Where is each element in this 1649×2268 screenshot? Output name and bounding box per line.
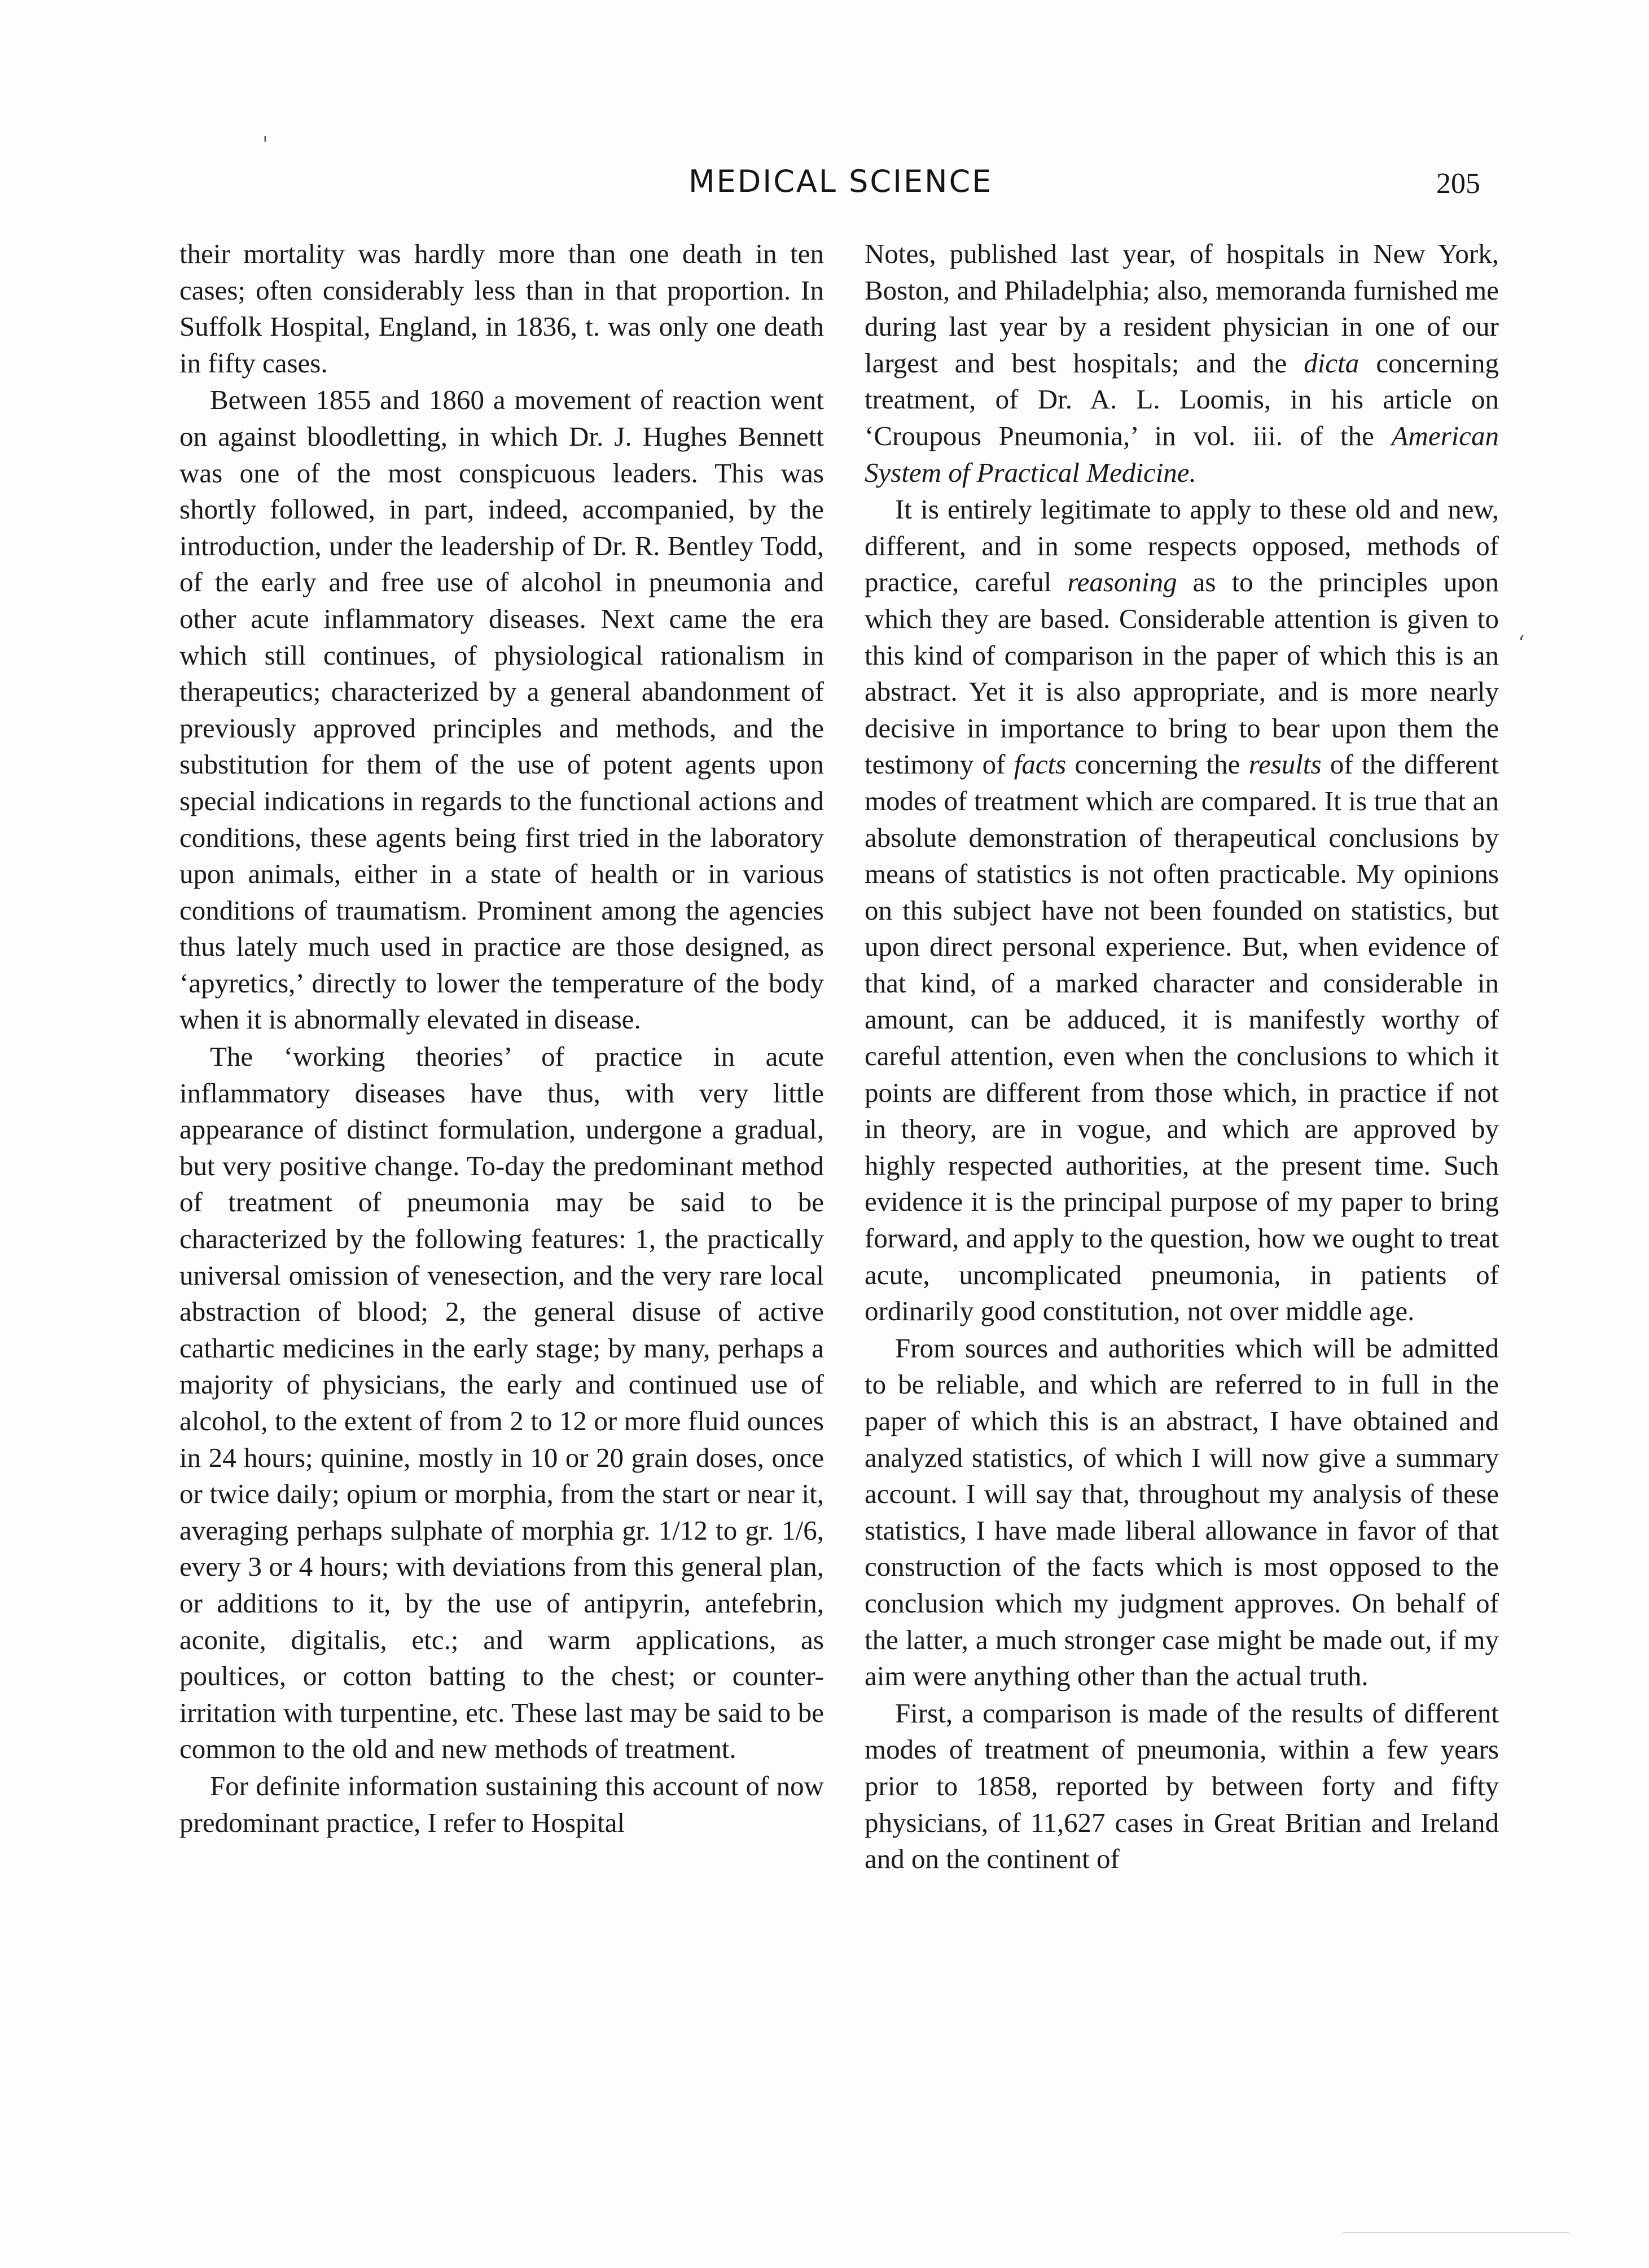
italic-text: reasoning	[1067, 566, 1177, 598]
italic-text: results	[1248, 749, 1322, 780]
paragraph: From sources and authorities which will be admitted to be reliable, and which are referred to in full in the paper of which this is an abstract, I have obtained and analyzed statistics, of which I will now give a summary account. I will say that, throughout my analysis of these statistics, I have made liberal allowance in favor of that construction of the facts which is most opposed to the conclusion which my judgment approves. On behalf of the latter, a much stronger case might be made out, if my aim were anything other than the actual truth.	[865, 1332, 1499, 1692]
text-run: Notes, published last year, of hospitals in New York, Boston, and Philadelphia; also, memoranda furnished me during last year by a resident physician in one of our largest and best hospitals; and the	[865, 238, 1499, 379]
text-run: as to the principles upon which they are based. Considerable attention is given to this kind of comparison in the paper of which this is an abstract. Yet it is also appropriate, and is more nearly decisive in importance to bring to bear upon them the testimony of	[865, 566, 1499, 780]
text-run: concerning treatment, of Dr. A. L. Loomis, in his article on ‘Croupous Pneumonia,’ in vol. iii. of the	[865, 347, 1499, 451]
text-run: It is entirely legitimate to apply to these old and new, different, and in some respects opposed, methods of practice, careful	[865, 494, 1499, 598]
italic-text: dicta	[1304, 347, 1359, 379]
right-column	[865, 236, 1499, 1878]
text-run: concerning the	[1066, 749, 1249, 780]
italic-text: facts	[1014, 749, 1067, 780]
paragraph: The ‘working theories’ of practice in acute inflammatory diseases have thus, with very little appearance of distinct formulation, undergone a gradual, but very positive change. To-day the predominant method of treatment of pneumonia may be said to be characterized by the following features: 1, the practically universal omission of venesection, and the very rare local abstraction of blood; 2, the general disuse of active cathartic medicines in the early stage; by many, perhaps a majority of physicians, the early and continued use of alcohol, to the extent of from 2 to 12 or more fluid ounces in 24 hours; quinine, mostly in 10 or 20 grain doses, once or twice daily; opium or morphia, from the start or near it, averaging perhaps sulphate of morphia gr. 1/12 to gr. 1/6, every 3 or 4 hours; with deviations from this general plan, or additions to it, by the use of antipyrin, antefebrin, aconite, digitalis, etc.; and warm applications, as poultices, or cotton batting to the chest; or counter-irritation with turpentine, etc. These last may be said to be common to the old and new methods of treatment.	[179, 1041, 824, 1765]
page-header	[0, 164, 1649, 209]
page-number: 205	[1436, 168, 1480, 200]
running-title: MEDICAL SCIENCE	[688, 164, 993, 199]
scan-speck: ‘	[1518, 632, 1525, 655]
paragraph: First, a comparison is made of the results of different modes of treatment of pneumonia, within a few years prior to 1858, reported by between forty and fifty physicians, of 11,627 cases in Great Britian and Ireland and on the continent of	[865, 1697, 1499, 1875]
paragraph: their mortality was hardly more than one death in ten cases; often considerably less than in that proportion. In Suffolk Hospital, England, in 1836, t. was only one death in fifty cases.	[179, 238, 824, 379]
left-column	[179, 236, 824, 1841]
italic-text: American System of Practical Medicine.	[865, 420, 1499, 488]
scan-speck: '	[262, 133, 268, 156]
paragraph: For definite information sustaining this account of now predominant practice, I refer to Hospital	[179, 1770, 824, 1838]
paragraph	[865, 491, 1499, 1330]
scan-artifact-line	[1343, 2229, 1569, 2233]
paragraph: Between 1855 and 1860 a movement of reaction went on against bloodletting, in which Dr. J. Hughes Bennett was one of the most conspicuous leaders. This was shortly followed, in part, indeed, accompanied, by the introduction, under the leadership of Dr. R. Bentley Todd, of the early and free use of alcohol in pneumonia and other acute inflammatory diseases. Next came the era which still continues, of physiological rationalism in therapeutics; characterized by a general abandonment of previously approved principles and methods, and the substitution for them of the use of potent agents upon special indications in regards to the functional actions and conditions, these agents being first tried in the laboratory upon animals, either in a state of health or in various conditions of traumatism. Prominent among the agencies thus lately much used in practice are those designed, as ‘apyretics,’ directly to lower the temperature of the body when it is abnormally elevated in disease.	[179, 384, 824, 1035]
text-run: of the different modes of treatment which are compared. It is true that an absolute demonstration of therapeutical conclusions by means of statistics is not often practicable. My opinions on this subject have not been founded on statistics, but upon direct personal experience. But, when evidence of that kind, of a marked character and considerable in amount, can be adduced, it is manifestly worthy of careful attention, even when the conclusions to which it points are different from those which, in practice if not in theory, are in vogue, and which are approved by highly respected authorities, at the present time. Such evidence it is the principal purpose of my paper to bring forward, and apply to the question, how we ought to treat acute, uncomplicated pneumonia, in patients of ordinarily good constitution, not over middle age.	[865, 749, 1499, 1327]
paragraph	[865, 236, 1499, 491]
